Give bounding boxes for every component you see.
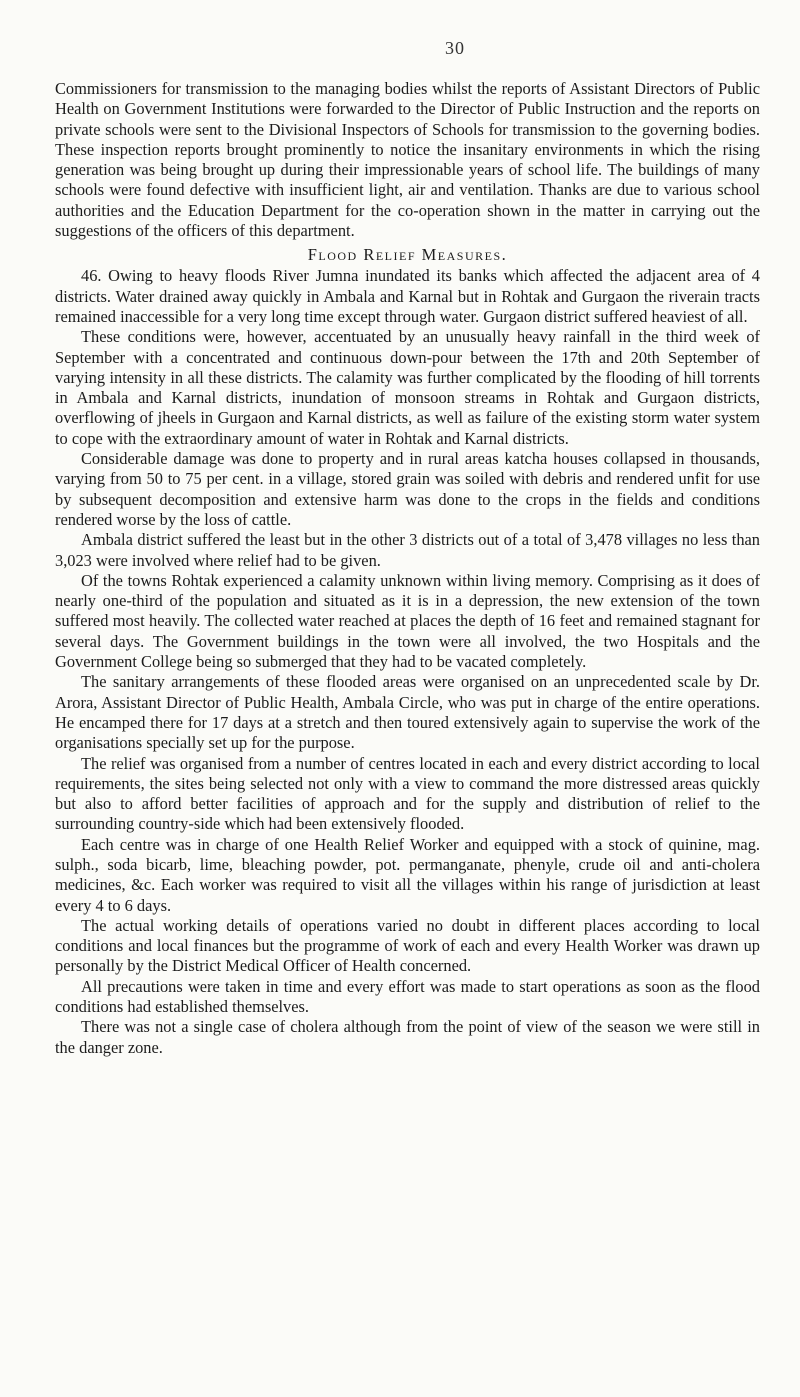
- paragraph: Each centre was in charge of one Health Relief Worker and equipped with a stock of quinine, mag. sulph., soda bicarb, lime, bleaching powder, pot. permanganate, phenyle, crude oil and anti-cholera medicines, &c. Each worker was required to visit all the villages within his range of jurisdiction at least every 4 to 6 days.: [55, 834, 760, 915]
- paragraph: The sanitary arrangements of these flooded areas were organised on an unprecedented scale by Dr. Arora, Assistant Director of Public Health, Ambala Circle, who was put in charge of the entire operations. He encamped there for 17 days at a stretch and then toured extensively again to supervise the work of the organisations specially set up for the purpose.: [55, 672, 760, 753]
- paragraph: The relief was organised from a number of centres located in each and every district according to local requirements, the sites being selected not only with a view to command the more distressed areas quickly but also to afford better facilities of approach and for the supply and distribution of relief to the surrounding country-side which had been extensively flooded.: [55, 753, 760, 834]
- paragraph: Considerable damage was done to property and in rural areas katcha houses collapsed in thousands, varying from 50 to 75 per cent. in a village, stored grain was soiled with debris and rendered unfit for use by subsequent decomposition and extensive harm was done to the crops in the fields and conditions rendered worse by the loss of cattle.: [55, 449, 760, 529]
- intro-paragraph: Commissioners for transmission to the managing bodies whilst the reports of Assistant Directors of Public Health on Government Institutions were forwarded to the Director of Public Instruction and the reports on private schools were sent to the Divisional Inspectors of Schools for transmission to the governing bodies. These inspection reports brought prominently to notice the insanitary environments in which the rising generation was being brought up during their impressionable years of school life. The buildings of many schools were found defective with insufficient light, air and ventilation. Thanks are due to various school authorities and the Education Department for the co-operation shown in the matter in carrying out the suggestions of the officers of this department.: [55, 79, 760, 241]
- paragraph: Ambala district suffered the least but in the other 3 districts out of a total of 3,478 villages no less than 3,023 were involved where relief had to be given.: [55, 530, 760, 570]
- paragraph: The actual working details of operations varied no doubt in different places according to local conditions and local finances but the programme of work of each and every Health Worker was drawn up personally by the District Medical Officer of Health concerned.: [55, 915, 760, 976]
- paragraph: Of the towns Rohtak experienced a calamity unknown within living memory. Comprising as it does of nearly one-third of the population and situated as it is in a depression, the new extension of the town suffered most heavily. The collected water reached at places the depth of 16 feet and remained stagnant for several days. The Government buildings in the town were all involved, the two Hospitals and the Government College being so submerged that they had to be vacated completely.: [55, 570, 760, 672]
- paragraph: There was not a single case of cholera although from the point of view of the season we were still in the danger zone.: [55, 1017, 760, 1057]
- paragraph: All precautions were taken in time and every effort was made to start operations as soon as the flood conditions had established themselves.: [55, 976, 760, 1017]
- page-number: 30: [445, 38, 465, 58]
- paragraph: 46. Owing to heavy floods River Jumna inundated its banks which affected the adjacent area of 4 districts. Water drained away quickly in Ambala and Karnal but in Rohtak and Gurgaon the riverain tracts remained inaccessible for a very long time except through water. Gurgaon district suffered heaviest of all.: [55, 266, 760, 326]
- paragraph: These conditions were, however, accentuated by an unusually heavy rainfall in the third week of September with a concentrated and continuous down-pour between the 17th and 20th September of varying intensity in all these districts. The calamity was further complicated by the flooding of hill torrents in Ambala and Karnal districts, inundation of monsoon streams in Rohtak and Gurgaon districts, overflowing of jheels in Gurgaon and Karnal districts, as well as failure of the existing storm water system to cope with the extraordinary amount of water in Rohtak and Karnal districts.: [55, 327, 760, 448]
- section-heading: Flood Relief Measures.: [307, 245, 508, 265]
